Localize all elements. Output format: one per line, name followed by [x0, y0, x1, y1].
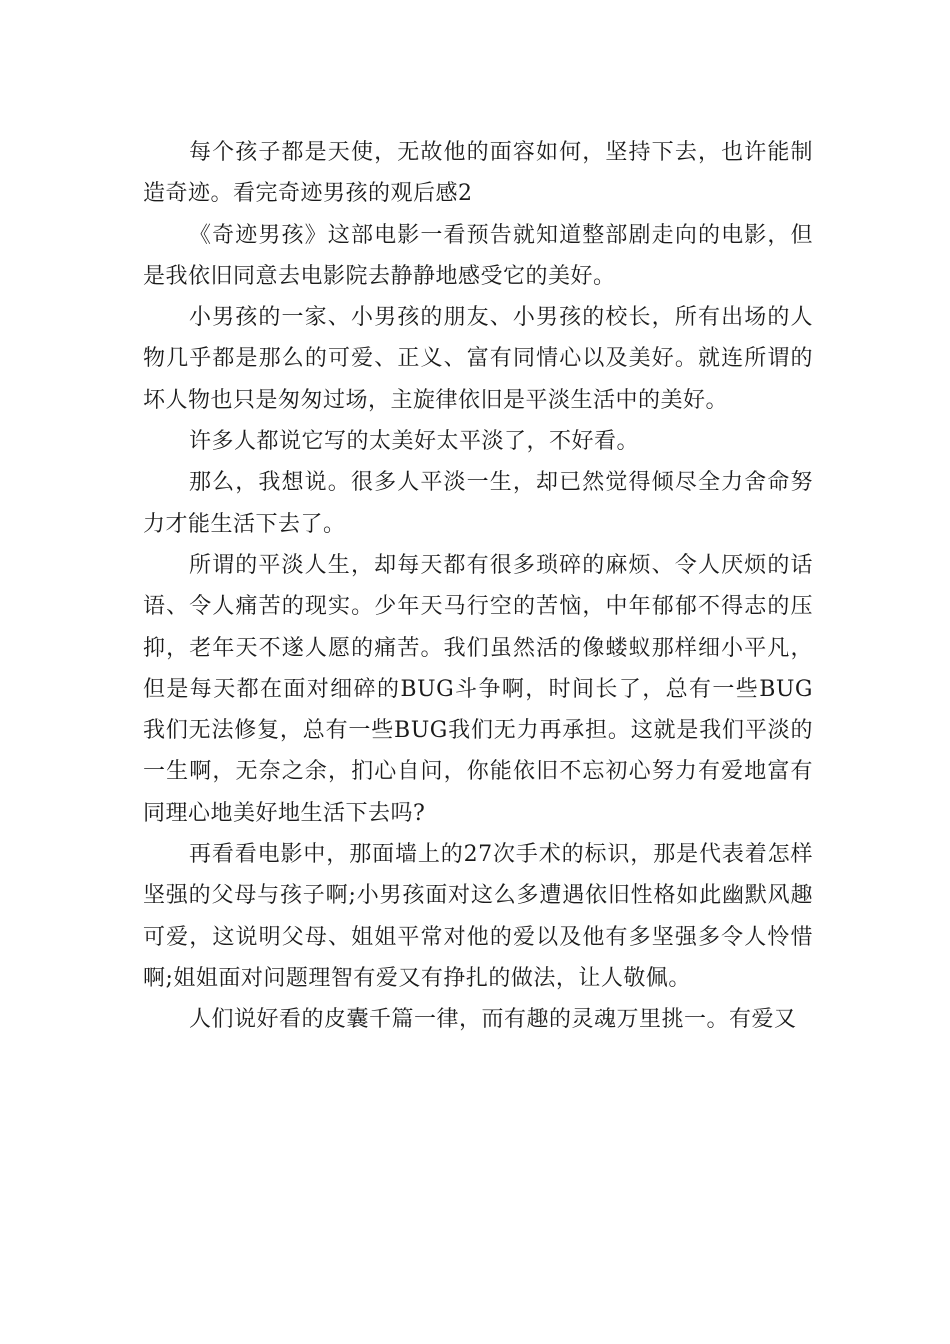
document-body [143, 132, 813, 1041]
paragraph-6: 所谓的平淡人生，却每天都有很多琐碎的麻烦、令人厌烦的话语、令人痛苦的现实。少年天马行空的苦恼，中年郁郁不得志的压抑，老年天不遂人愿的痛苦。我们虽然活的像蝼蚁那样细小平凡，但是每天都在面对细碎的BUG斗争啊，时间长了，总有一些BUG我们无法修复，总有一些BUG我们无力再承担。这就是我们平淡的一生啊，无奈之余，扪心自问，你能依旧不忘初心努力有爱地富有同理心地美好地生活下去吗? [143, 552, 813, 826]
paragraph-7: 再看看电影中，那面墙上的27次手术的标识，那是代表着怎样坚强的父母与孩子啊;小男孩面对这么多遭遇依旧性格如此幽默风趣可爱，这说明父母、姐姐平常对他的爱以及他有多坚强多令人怜惜啊;姐姐面对问题理智有爱又有挣扎的做法，让人敬佩。 [143, 842, 813, 991]
paragraph-3: 小男孩的一家、小男孩的朋友、小男孩的校长，所有出场的人物几乎都是那么的可爱、正义、富有同情心以及美好。就连所谓的坏人物也只是匆匆过场，主旋律依旧是平淡生活中的美好。 [143, 305, 813, 413]
paragraph-4: 许多人都说它写的太美好太平淡了，不好看。 [189, 429, 640, 455]
paragraph-5: 那么，我想说。很多人平淡一生，却已然觉得倾尽全力舍命努力才能生活下去了。 [143, 470, 813, 537]
paragraph-1: 每个孩子都是天使，无故他的面容如何，坚持下去，也许能制造奇迹。看完奇迹男孩的观后感2 [143, 140, 813, 207]
paragraph-2: 《奇迹男孩》这部电影一看预告就知道整部剧走向的电影，但是我依旧同意去电影院去静静地感受它的美好。 [143, 222, 813, 289]
paragraph-8: 人们说好看的皮囊千篇一律，而有趣的灵魂万里挑一。有爱又 [189, 1007, 797, 1033]
